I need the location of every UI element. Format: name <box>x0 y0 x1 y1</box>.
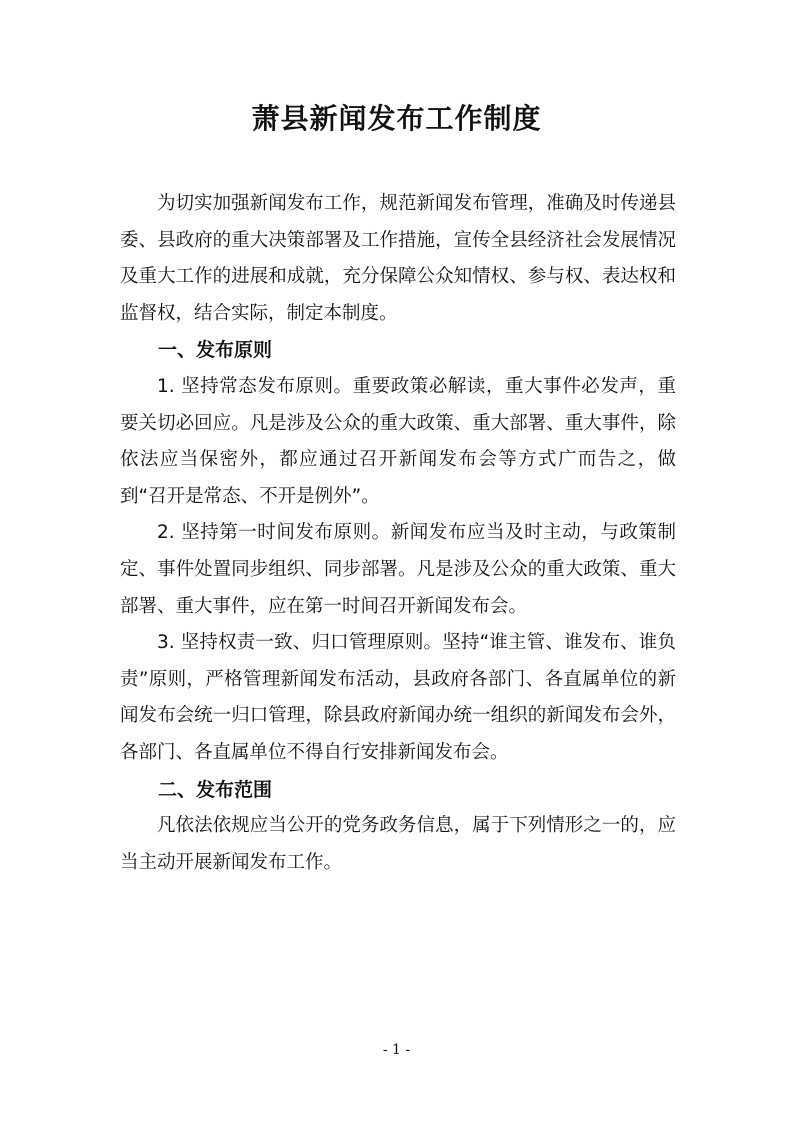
section-heading-principles: 一、发布原则 <box>158 339 273 362</box>
principle-text: 重要政策必解读，重大事件必发声，重要关切必回应。凡是涉及公众的重大政策、重大部署、重大事件，除依法应当保密外，都应通过召开新闻发布会等方式广而告之，做到“召开是常态、不开是例外”。 <box>120 375 676 507</box>
principle-paragraph <box>120 625 676 771</box>
section-heading-scope: 二、发布范围 <box>158 778 273 801</box>
principle-paragraph <box>120 369 676 515</box>
document-title: 萧县新闻发布工作制度 <box>251 102 542 135</box>
principle-lead: 3. 坚持权责一致、归口管理原则。 <box>157 632 443 654</box>
page-number: - 1 - <box>382 1042 411 1058</box>
intro-paragraph: 为切实加强新闻发布工作，规范新闻发布管理，准确及时传递县委、县政府的重大决策部署及工作措施，宣传全县经济社会发展情况及重大工作的进展和成就，充分保障公众知情权、参与权、表达权和监督权，结合实际，制定本制度。 <box>120 193 676 324</box>
document-body <box>120 186 676 881</box>
principle-text: 新闻发布应当及时主动，与政策制定、事件处置同步组织、同步部署。凡是涉及公众的重大政策、重大部署、重大事件，应在第一时间召开新闻发布会。 <box>120 522 676 617</box>
principle-lead: 2. 坚持第一时间发布原则。 <box>157 522 391 544</box>
principle-text: 坚持“谁主管、谁发布、谁负责”原则，严格管理新闻发布活动，县政府各部门、各直属单位的新闻发布会统一归口管理，除县政府新闻办统一组织的新闻发布会外，各部门、各直属单位不得自行安排新闻发布会。 <box>120 632 676 763</box>
principle-lead: 1. 坚持常态发布原则。 <box>157 375 353 397</box>
principle-paragraph <box>120 515 676 625</box>
scope-paragraph: 凡依法依规应当公开的党务政务信息，属于下列情形之一的，应当主动开展新闻发布工作。 <box>120 815 676 873</box>
